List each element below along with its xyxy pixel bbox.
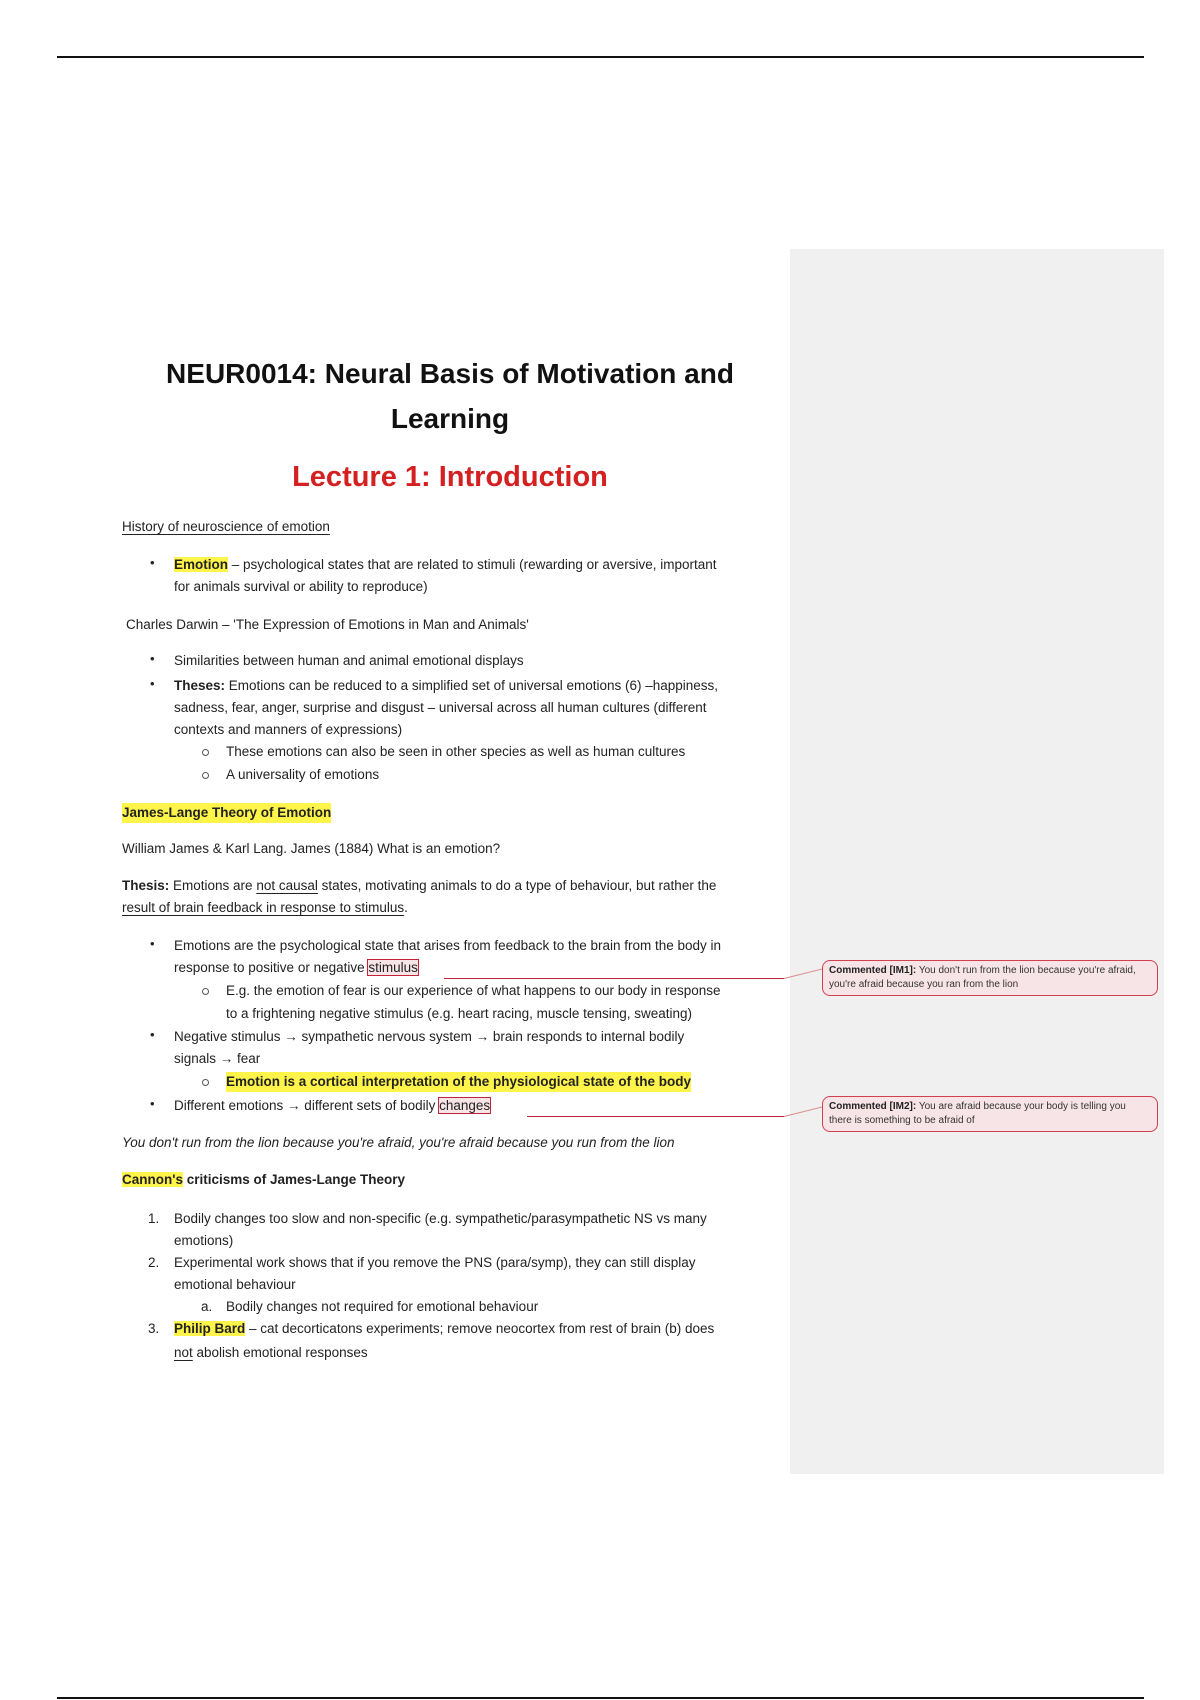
bullet-dot: • [150, 651, 155, 666]
criticism-1-line1: Bodily changes too slow and non-specific (e.g. sympathetic/parasympathetic NS vs many [174, 1211, 707, 1226]
bullet-dot: • [150, 1027, 155, 1042]
list-number: 2. [148, 1255, 160, 1270]
feedback-line1: Emotions are the psychological state that arises from feedback to the brain from the body in [174, 938, 722, 953]
emotion-definition-line1: Emotion – psychological states that are related to stimuli (rewarding or aversive, important [174, 557, 717, 572]
criticism-2-line2: emotional behaviour [174, 1277, 296, 1292]
negative-stimulus-line1: Negative stimulus → sympathetic nervous system → brain responds to internal bodily [174, 1029, 685, 1044]
list-number: 3. [148, 1321, 160, 1336]
theses-line1: Theses: Emotions can be reduced to a simplified set of universal emotions (6) –happiness, [174, 678, 719, 693]
bullet-dot: • [150, 555, 155, 570]
subbullet-circle [202, 749, 209, 756]
authors-line: William James & Karl Lang. James (1884) What is an emotion? [122, 841, 501, 856]
criticism-3-line2: not abolish emotional responses [174, 1345, 368, 1360]
comment-leader-line [527, 1116, 784, 1117]
section-heading-history: History of neuroscience of emotion [122, 519, 330, 534]
fear-example-line2: to a frightening negative stimulus (e.g. heart racing, muscle tensing, sweating) [226, 1006, 692, 1021]
comment-balloon-im2[interactable]: Commented [IM2]: You are afraid because your body is telling you there is something to be afraid of [822, 1096, 1158, 1132]
lecture-heading: Lecture 1: Introduction [292, 461, 608, 493]
comment-leader-line [444, 978, 784, 979]
cortical-interpretation: Emotion is a cortical interpretation of the physiological state of the body [226, 1072, 691, 1092]
list-number: 1. [148, 1211, 160, 1226]
darwin-line: Charles Darwin – 'The Expression of Emotions in Man and Animals' [126, 617, 529, 632]
comment-balloon-im1[interactable]: Commented [IM1]: You don't run from the lion because you're afraid, you're afraid because you ran from the lion [822, 960, 1158, 996]
bullet-dot: • [150, 936, 155, 951]
comment-anchor-changes[interactable]: changes [439, 1098, 491, 1113]
criticism-1-line2: emotions) [174, 1233, 234, 1248]
comment-anchor-stimulus[interactable]: stimulus [368, 960, 418, 975]
emotion-definition-line2: for animals survival or ability to reproduce) [174, 579, 428, 594]
bottom-rule [57, 1697, 1144, 1699]
feedback-line2: response to positive or negative stimulus [174, 960, 418, 975]
fear-example-line1: E.g. the emotion of fear is our experience of what happens to our body in response [226, 983, 721, 998]
theses-line3: contexts and manners of expressions) [174, 722, 403, 737]
criticism-3-line1: Philip Bard – cat decorticatons experiments; remove neocortex from rest of brain (b) does [174, 1321, 715, 1336]
emotion-term: Emotion [174, 557, 228, 572]
criticism-2a: Bodily changes not required for emotional behaviour [226, 1299, 539, 1314]
comment-pane [790, 249, 1164, 1474]
different-emotions-line: Different emotions → different sets of bodily changes [174, 1098, 491, 1113]
thesis-line2: result of brain feedback in response to stimulus. [122, 900, 408, 915]
criticism-2-line1: Experimental work shows that if you remove the PNS (para/symp), they can still display [174, 1255, 696, 1270]
lion-quote: You don't run from the lion because you're afraid, you're afraid because you run from the lion [122, 1135, 675, 1150]
list-letter: a. [201, 1299, 213, 1314]
subbullet-circle [202, 772, 209, 779]
theses-line2: sadness, fear, anger, surprise and disgust – universal across all human cultures (different [174, 700, 707, 715]
thesis-line1: Thesis: Emotions are not causal states, motivating animals to do a type of behaviour, but rather the [122, 878, 717, 893]
page-title: NEUR0014: Neural Basis of Motivation and [166, 358, 734, 389]
subbullet-circle [202, 988, 209, 995]
section-heading-james-lange: James-Lange Theory of Emotion [122, 803, 331, 823]
similarities-item: Similarities between human and animal emotional displays [174, 653, 524, 668]
subitem-universality: A universality of emotions [226, 767, 380, 782]
top-rule [57, 56, 1144, 58]
bullet-dot: • [150, 676, 155, 691]
negative-stimulus-line2: signals → fear [174, 1051, 261, 1066]
bullet-dot: • [150, 1096, 155, 1111]
page-title-line2: Learning [390, 403, 510, 434]
section-heading-cannon: Cannon's criticisms of James-Lange Theory [122, 1172, 406, 1187]
subbullet-circle [202, 1079, 209, 1086]
subitem-species: These emotions can also be seen in other species as well as human cultures [226, 744, 686, 759]
